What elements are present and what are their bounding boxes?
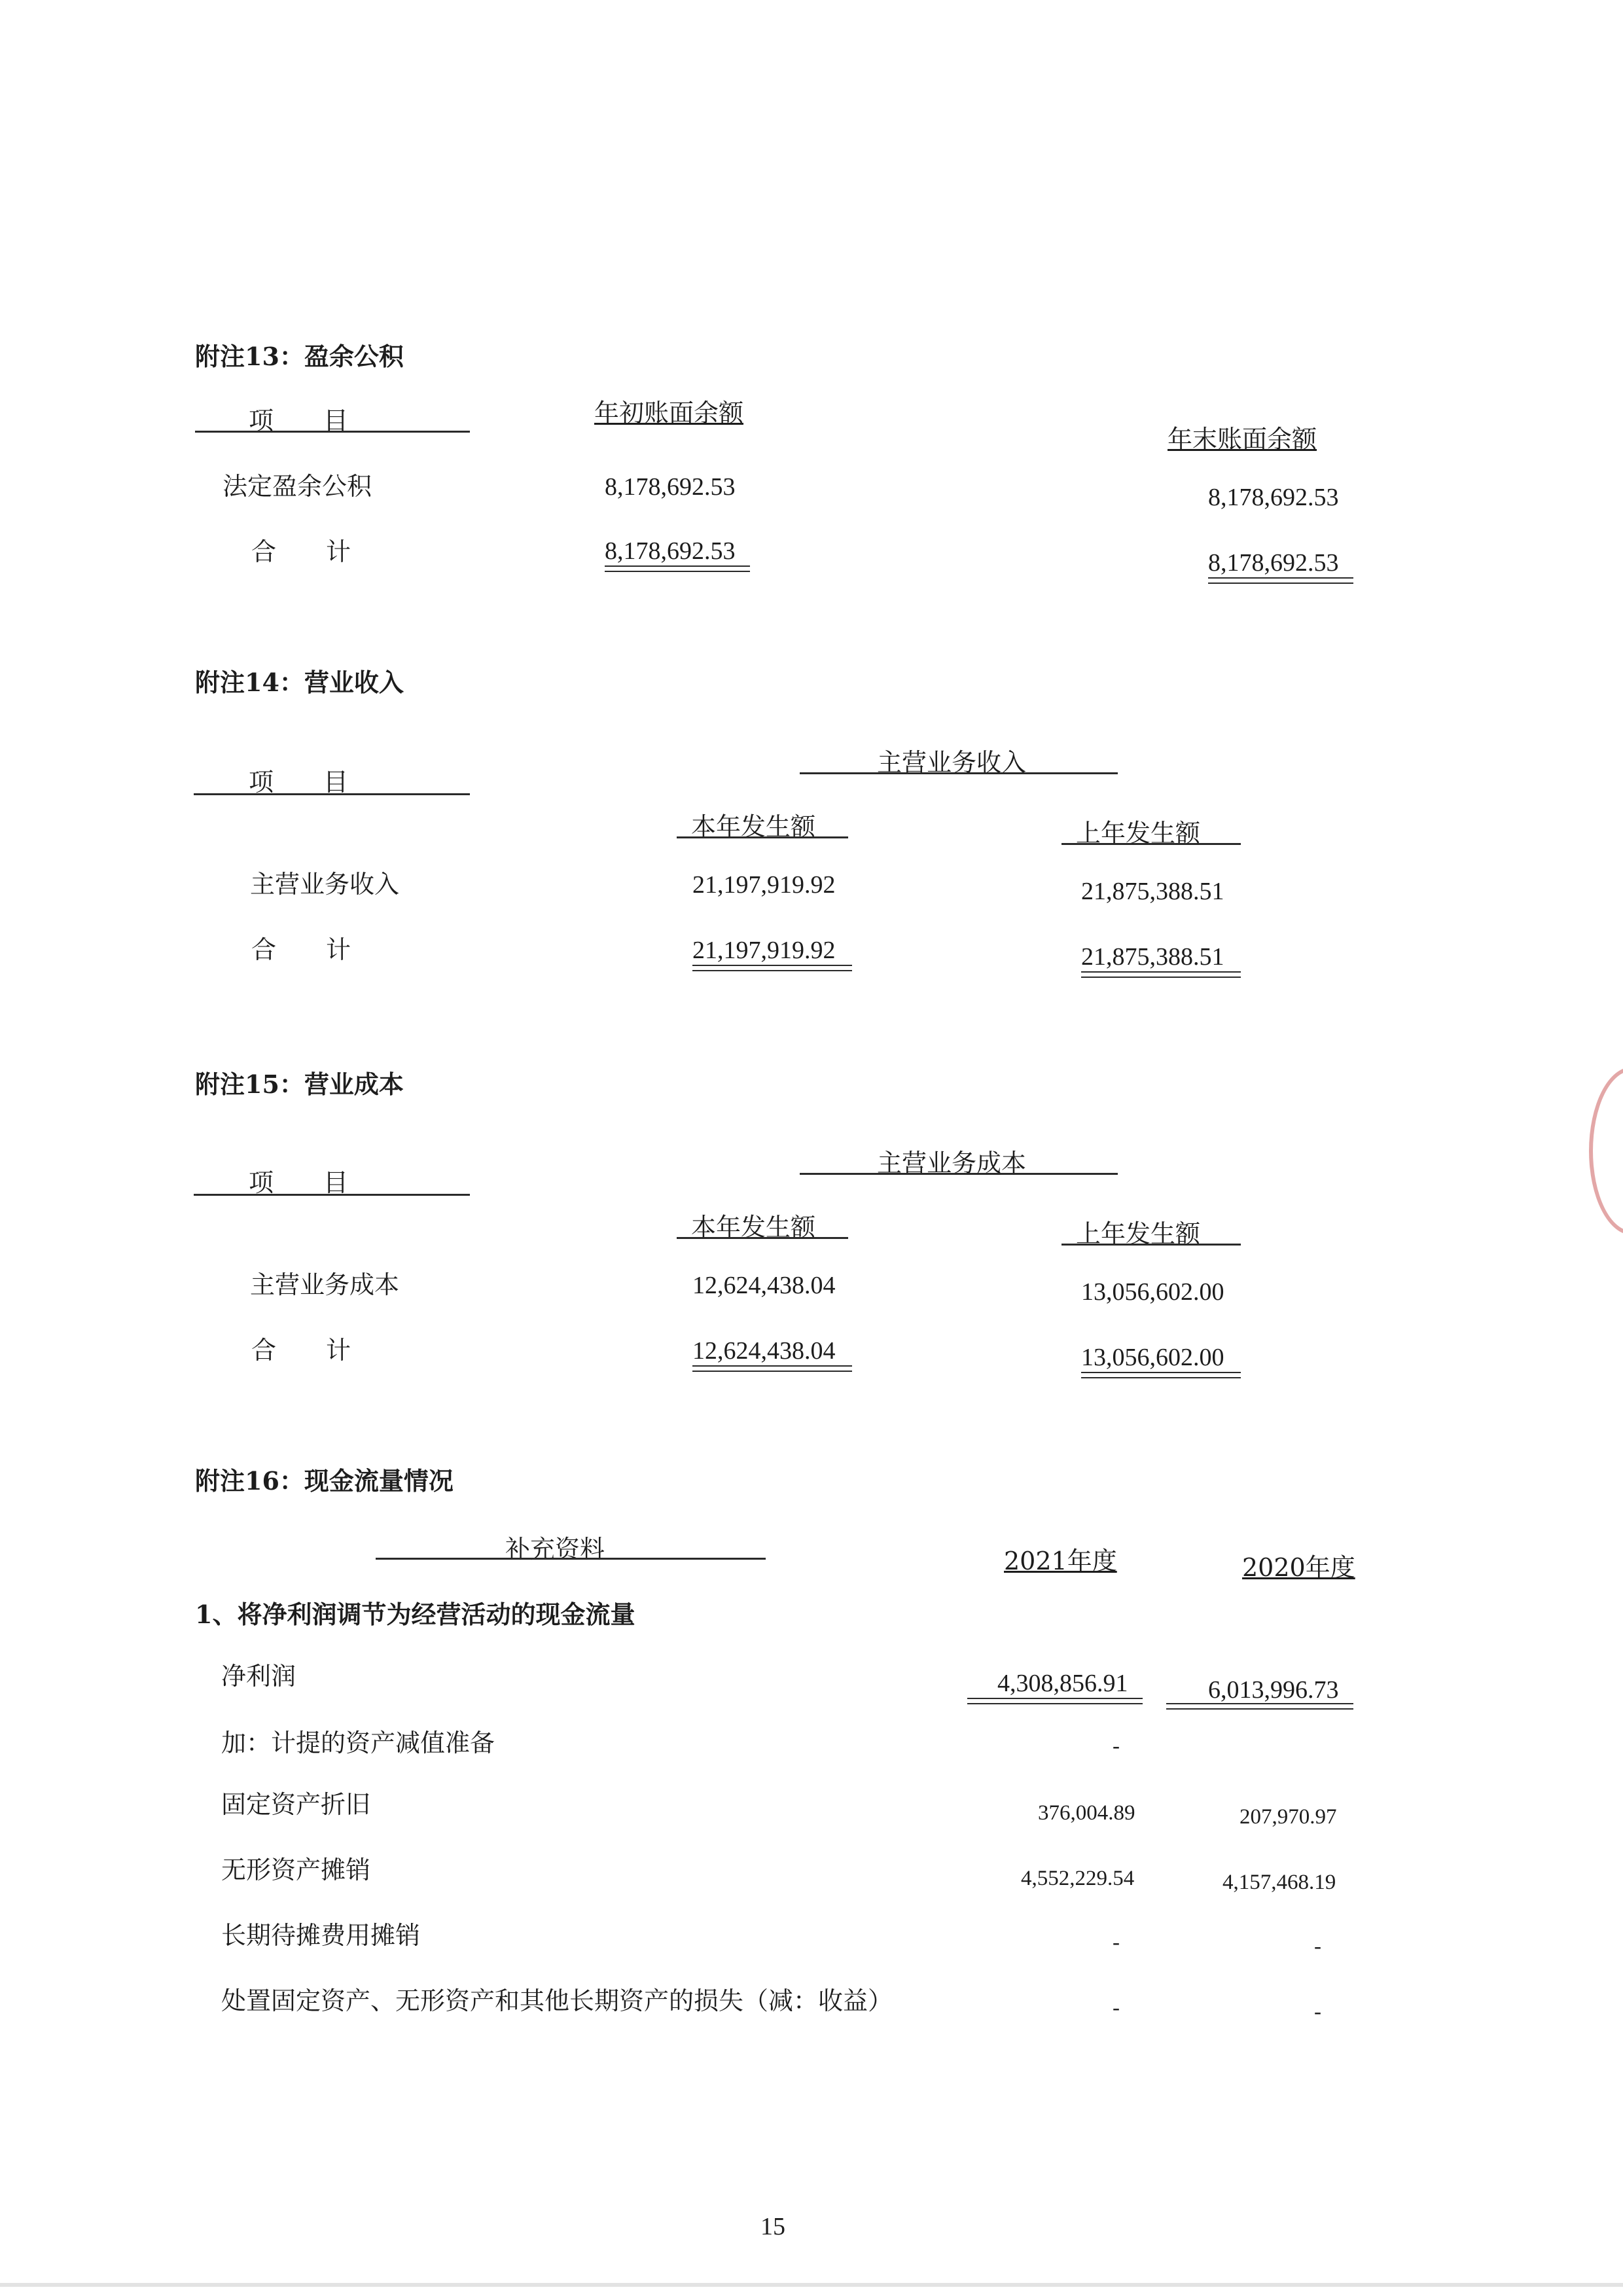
page-number: 15	[760, 2213, 785, 2240]
note15-col-item: 项 目	[249, 1168, 349, 1197]
note16-row-2021: 376,004.89	[1038, 1801, 1135, 1825]
note14-col-item: 项 目	[249, 768, 349, 797]
note14-group-header: 主营业务收入	[877, 748, 1027, 777]
note13-row1-end: 8,178,692.53	[1208, 484, 1339, 511]
note13-total-end-rule	[1208, 577, 1353, 584]
note15-group-header: 主营业务成本	[877, 1149, 1027, 1177]
note14-total-prior: 21,875,388.51	[1081, 943, 1224, 971]
note16-row-label: 净利润	[221, 1662, 296, 1691]
note15-col-prior: 上年发生额	[1076, 1219, 1201, 1248]
note13-row1-begin: 8,178,692.53	[605, 473, 736, 501]
note16-section1: 1、将净利润调节为经营活动的现金流量	[195, 1600, 635, 1629]
note16-row-2020: 207,970.97	[1240, 1805, 1337, 1829]
note13-total-begin-rule	[605, 565, 750, 572]
note15-row1-prior: 13,056,602.00	[1081, 1278, 1224, 1306]
note16-row-2021: 4,308,856.91	[997, 1670, 1128, 1697]
note16-row-2020: -	[1314, 2000, 1321, 2024]
note13-heading: 附注13：盈余公积	[195, 342, 404, 371]
note16-row-label: 加：计提的资产减值准备	[221, 1729, 495, 1757]
note13-total-end: 8,178,692.53	[1208, 549, 1339, 577]
note14-total-label: 合 计	[251, 935, 351, 964]
note16-item-rule	[376, 1558, 766, 1560]
note15-group-rule	[800, 1173, 1118, 1175]
note14-col-current-rule	[677, 836, 848, 838]
note13-col-begin: 年初账面余额	[594, 399, 744, 427]
note15-row1-current: 12,624,438.04	[692, 1272, 836, 1299]
note16-net-profit-2021-rule	[967, 1698, 1143, 1704]
note16-row-2020: -	[1314, 1935, 1321, 1958]
note16-row-label: 固定资产折旧	[221, 1790, 371, 1819]
note16-col-2020: 2020年度	[1242, 1553, 1355, 1582]
note16-col-2021: 2021年度	[1004, 1547, 1117, 1575]
note15-col-current-rule	[677, 1237, 848, 1239]
note13-row1-label: 法定盈余公积	[223, 472, 372, 501]
note13-col-end: 年末账面余额	[1168, 425, 1317, 454]
note14-total-prior-rule	[1081, 971, 1241, 978]
note16-row-2020: 6,013,996.73	[1208, 1676, 1339, 1704]
note14-total-current-rule	[692, 965, 852, 971]
note14-item-rule	[194, 793, 470, 795]
note16-col-item: 补充资料	[505, 1535, 605, 1564]
note14-group-rule	[800, 772, 1118, 774]
note14-total-current: 21,197,919.92	[692, 937, 836, 964]
note15-total-current-rule	[692, 1365, 852, 1372]
note14-col-prior: 上年发生额	[1076, 819, 1201, 848]
note15-total-current: 12,624,438.04	[692, 1337, 836, 1365]
note16-row-2021: 4,552,229.54	[1021, 1867, 1135, 1890]
note16-heading: 附注16：现金流量情况	[195, 1466, 454, 1496]
note16-row-2021: -	[1113, 1734, 1120, 1758]
note13-total-label: 合 计	[251, 537, 351, 566]
note16-row-2020: 4,157,468.19	[1222, 1871, 1336, 1894]
note16-net-profit-2020-rule	[1166, 1703, 1353, 1710]
note15-total-prior: 13,056,602.00	[1081, 1344, 1224, 1371]
seal-stamp	[1589, 1067, 1623, 1235]
note16-row-label: 无形资产摊销	[221, 1856, 371, 1884]
note14-row1-label: 主营业务收入	[250, 870, 400, 899]
note14-heading: 附注14：营业收入	[195, 668, 404, 697]
note15-item-rule	[194, 1194, 470, 1196]
note16-row-label: 处置固定资产、无形资产和其他长期资产的损失（减：收益）	[221, 1986, 893, 2015]
note15-col-current: 本年发生额	[691, 1213, 816, 1242]
note16-row-2021: -	[1113, 1996, 1120, 2020]
note14-col-prior-rule	[1061, 843, 1241, 845]
note15-total-label: 合 计	[251, 1336, 351, 1365]
scan-edge	[0, 2283, 1623, 2287]
note15-row1-label: 主营业务成本	[250, 1270, 400, 1299]
note14-row1-current: 21,197,919.92	[692, 871, 836, 899]
note13-col-item: 项 目	[249, 406, 349, 435]
note16-row-2021: -	[1113, 1931, 1120, 1954]
note13-item-rule	[195, 431, 470, 433]
note13-total-begin: 8,178,692.53	[605, 537, 736, 565]
note15-col-prior-rule	[1061, 1244, 1241, 1246]
note15-total-prior-rule	[1081, 1372, 1241, 1378]
note15-heading: 附注15：营业成本	[195, 1069, 404, 1099]
note16-row-label: 长期待摊费用摊销	[221, 1921, 421, 1950]
note14-row1-prior: 21,875,388.51	[1081, 878, 1224, 905]
note14-col-current: 本年发生额	[691, 812, 816, 841]
